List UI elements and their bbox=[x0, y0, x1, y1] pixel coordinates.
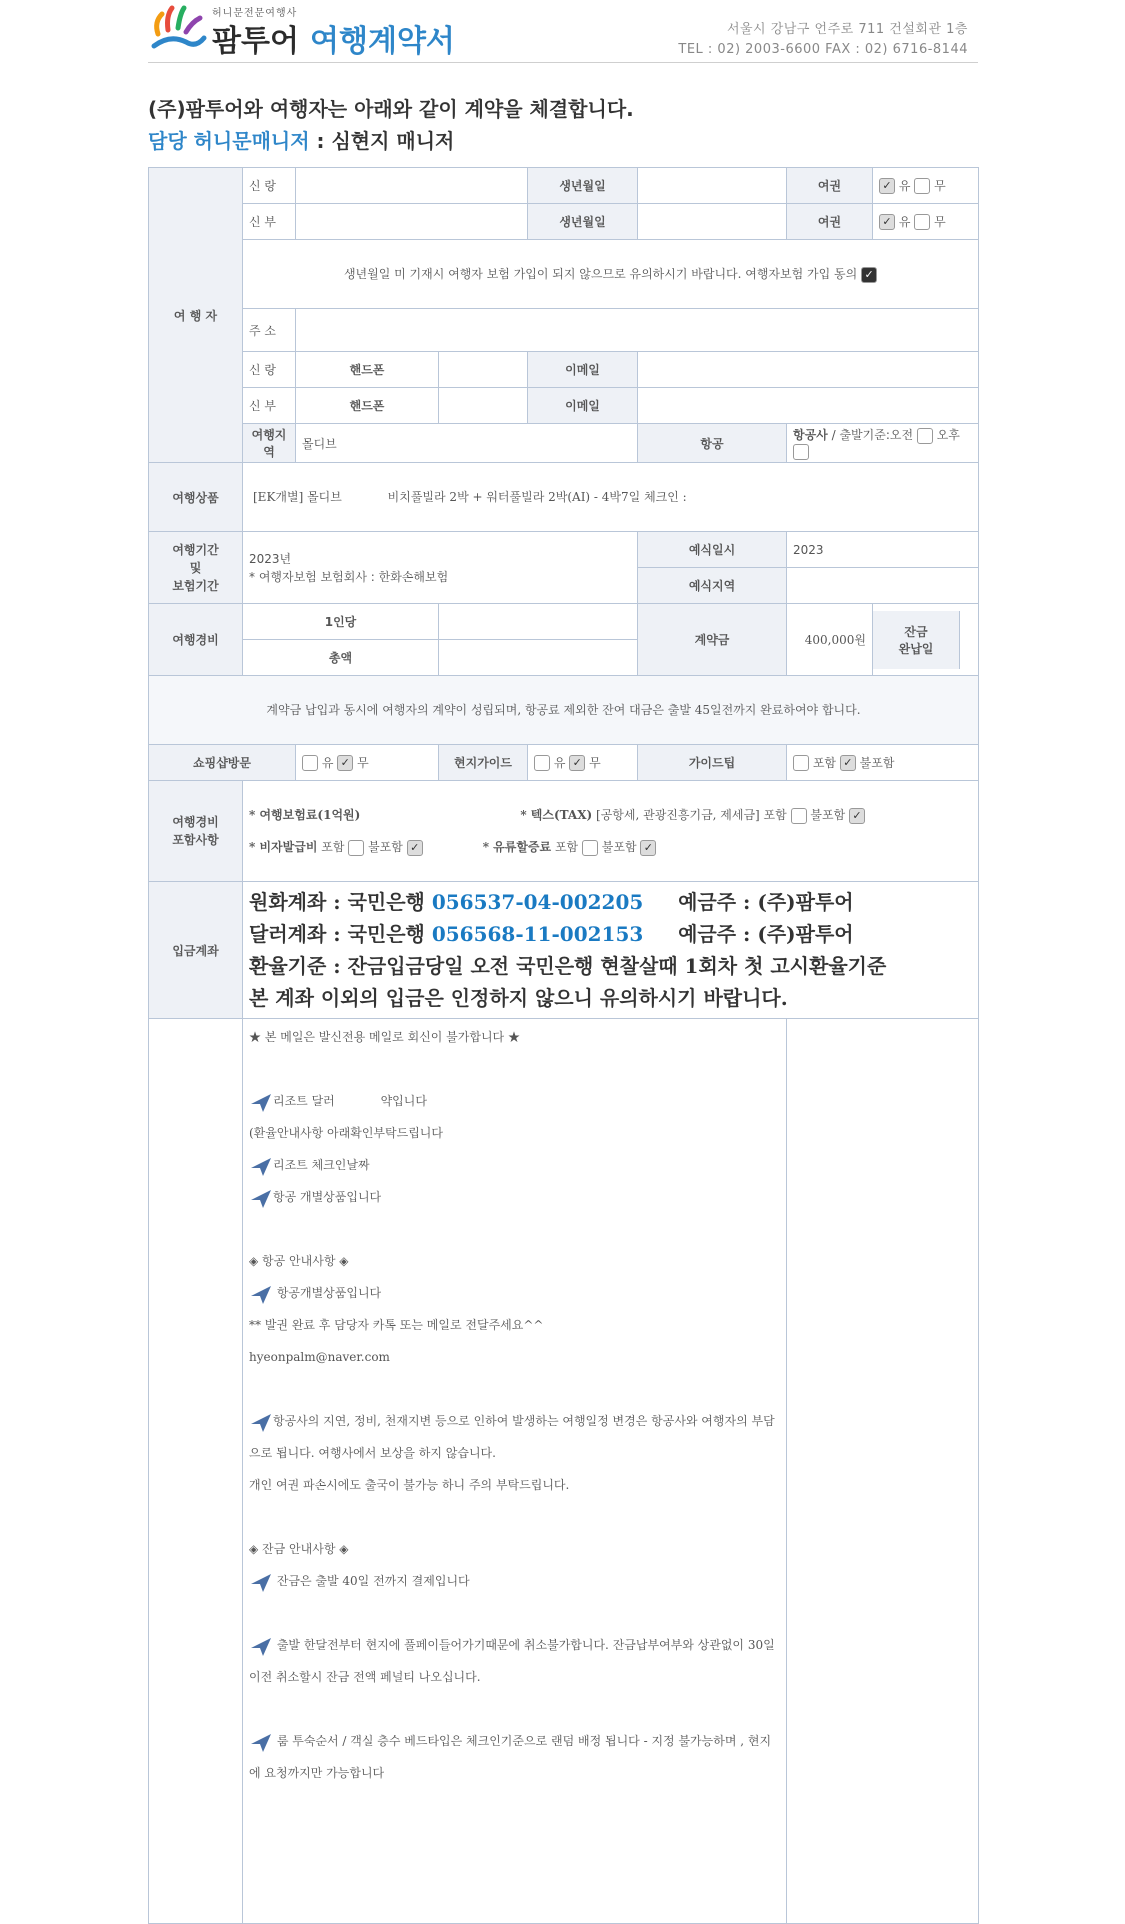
per-person-label: 1인당 bbox=[243, 604, 439, 640]
product-detail: 비치풀빌라 2박 + 워터풀빌라 2박(AI) - 4박7일 체크인 : bbox=[387, 490, 687, 504]
yes-label: 유 bbox=[898, 178, 911, 193]
period-label bbox=[149, 532, 243, 604]
deposit-label: 계약금 bbox=[638, 604, 787, 676]
bride-passport-options bbox=[873, 204, 979, 240]
groom-phone-label: 핸드폰 bbox=[296, 352, 439, 388]
contact-line: TEL : 02) 2003-6600 FAX : 02) 6716-8144 bbox=[678, 42, 968, 57]
won-account-line bbox=[249, 886, 972, 918]
address-line: 서울시 강남구 언주로 711 건설회관 1층 bbox=[726, 22, 968, 37]
visa-item: * 비자발급비 bbox=[249, 840, 318, 854]
product-prefix: [EK개별] 몰디브 bbox=[253, 490, 342, 504]
no-label: 무 bbox=[589, 755, 601, 770]
airplane-icon bbox=[249, 1730, 273, 1754]
note-line: 개인 여권 파손시에도 출국이 불가능 하니 주의 부탁드립니다. bbox=[249, 1478, 570, 1492]
bride-passport-yes-checkbox[interactable]: ✓ bbox=[879, 214, 895, 230]
groom-contact-row bbox=[149, 352, 979, 388]
won-account: 056537-04-002205 bbox=[431, 890, 644, 914]
note-line bbox=[249, 1149, 780, 1181]
account-notice: 본 계좌 이외의 입금은 인정하지 않으니 유의하시기 바랍니다. bbox=[249, 986, 788, 1010]
balance-label-2: 완납일 bbox=[898, 641, 934, 656]
include-line-1 bbox=[249, 799, 972, 831]
address-field[interactable] bbox=[296, 309, 979, 352]
intro bbox=[148, 93, 978, 157]
intro-line: (주)팜투어와 여행자는 아래와 같이 계약을 체결합니다. bbox=[148, 97, 634, 121]
tax-detail: [공항세, 관광진흥기금, 제세금] 포함 bbox=[592, 808, 787, 822]
manager-sep: : bbox=[309, 129, 332, 153]
bride-email-field[interactable] bbox=[638, 388, 979, 424]
bride-phone-label: 핸드폰 bbox=[296, 388, 439, 424]
yes-label: 유 bbox=[553, 755, 566, 770]
contract-table bbox=[148, 167, 979, 1924]
airline-detail: 항공사 bbox=[793, 428, 828, 443]
shop-yes-checkbox[interactable] bbox=[302, 755, 318, 771]
notes-content bbox=[243, 1019, 787, 1924]
groom-phone-field[interactable] bbox=[439, 352, 528, 388]
groom-passport-options bbox=[873, 168, 979, 204]
won-label: 원화계좌 : 국민은행 bbox=[249, 890, 432, 914]
company-address bbox=[678, 20, 968, 60]
note-line bbox=[249, 1277, 780, 1309]
birth-notice bbox=[243, 240, 979, 309]
insurance-item: * 여행보험료(1억원) bbox=[249, 808, 361, 822]
usd-holder: 예금주 : (주)팜투어 bbox=[678, 922, 854, 946]
cost-label: 여행경비 bbox=[149, 604, 243, 676]
deposit-value: 400,000원 bbox=[787, 604, 873, 676]
airline-label: 항공 bbox=[638, 424, 787, 463]
note-line bbox=[249, 1565, 780, 1597]
notes-row bbox=[149, 1019, 979, 1924]
notes-label-cell bbox=[149, 1019, 243, 1924]
manager-name: 심현지 매니저 bbox=[331, 129, 455, 153]
guide-label: 현지가이드 bbox=[439, 745, 528, 781]
notes-side-cell bbox=[787, 1019, 979, 1924]
guide-options bbox=[528, 745, 638, 781]
period-date: 2023년 bbox=[249, 551, 292, 566]
period-label-1: 여행기간 bbox=[172, 542, 219, 557]
birth-notice-text: 생년월일 미 기재시 여행자 보험 가입이 되지 않으므로 유의하시기 바랍니다. 여행자보험 가입 동의 bbox=[343, 267, 858, 281]
tip-include-checkbox[interactable] bbox=[793, 755, 809, 771]
bride-birth-field[interactable] bbox=[638, 204, 787, 240]
fuel-include-checkbox[interactable] bbox=[582, 840, 598, 856]
note-line: ** 발권 완료 후 담당자 카톡 또는 메일로 전달주세요^^ bbox=[249, 1318, 544, 1332]
groom-name-field[interactable] bbox=[296, 168, 528, 204]
tax-item: * 텍스(TAX) bbox=[520, 808, 593, 822]
period-row-1 bbox=[149, 532, 979, 568]
include-label: 포함 bbox=[554, 840, 579, 854]
airplane-icon bbox=[249, 1570, 273, 1594]
period-value bbox=[243, 532, 638, 604]
exclude-label: 불포함 bbox=[810, 808, 846, 822]
cost-row-1 bbox=[149, 604, 979, 640]
note-line bbox=[249, 1085, 780, 1117]
include-label: 포함 bbox=[812, 755, 837, 770]
bride-email-label: 이메일 bbox=[528, 388, 638, 424]
tip-options bbox=[787, 745, 979, 781]
shop-no-checkbox[interactable]: ✓ bbox=[337, 755, 353, 771]
groom-birth-label: 생년월일 bbox=[528, 168, 638, 204]
logo-tagline: 허니문전문여행사 bbox=[212, 8, 298, 19]
include-row bbox=[149, 781, 979, 882]
product-row bbox=[149, 463, 979, 532]
no-label: 무 bbox=[934, 178, 946, 193]
groom-birth-field[interactable] bbox=[638, 168, 787, 204]
groom-passport-label: 여권 bbox=[787, 168, 873, 204]
airplane-icon bbox=[249, 1634, 273, 1658]
airline-options bbox=[787, 424, 979, 463]
note-line: ★ 본 메일은 발신전용 메일로 회신이 불가합니다 ★ bbox=[249, 1030, 520, 1044]
bride-row bbox=[149, 204, 979, 240]
birth-notice-row bbox=[149, 240, 979, 309]
address-row bbox=[149, 309, 979, 352]
airplane-icon bbox=[249, 1186, 273, 1210]
am-checkbox[interactable] bbox=[917, 428, 933, 444]
product-label: 여행상품 bbox=[149, 463, 243, 532]
per-person-field[interactable] bbox=[439, 604, 638, 640]
note-line bbox=[249, 1629, 780, 1693]
pm-label: 오후 bbox=[936, 428, 960, 443]
airplane-icon bbox=[249, 1154, 273, 1178]
address-label: 주 소 bbox=[243, 309, 296, 352]
note-line bbox=[249, 1405, 780, 1469]
note-text: 항공 개별상품입니다 bbox=[273, 1190, 382, 1204]
note-line bbox=[249, 1181, 780, 1213]
wedding-date-value: 2023 bbox=[787, 532, 979, 568]
manager-line bbox=[148, 125, 978, 157]
airplane-icon bbox=[249, 1410, 273, 1434]
groom-email-field[interactable] bbox=[638, 352, 979, 388]
exclude-label: 불포함 bbox=[368, 840, 403, 854]
groom-passport-yes-checkbox[interactable]: ✓ bbox=[879, 178, 895, 194]
note-text: 리조트 체크인날짜 bbox=[273, 1158, 370, 1172]
note-line: (환율안내사항 아래확인부탁드립니다 bbox=[249, 1126, 443, 1140]
no-label: 무 bbox=[934, 214, 946, 229]
groom-passport-no-checkbox[interactable] bbox=[914, 178, 930, 194]
include-label-2: 포함사항 bbox=[172, 833, 219, 847]
bride-name-field[interactable] bbox=[296, 204, 528, 240]
usd-label: 달러계좌 : 국민은행 bbox=[249, 922, 432, 946]
note-text: 잔금은 출발 40일 전까지 결제입니다 bbox=[273, 1574, 470, 1588]
usd-account-line bbox=[249, 918, 972, 950]
note-text: 약입니다 bbox=[380, 1094, 427, 1108]
airplane-icon bbox=[249, 1282, 273, 1306]
fuel-exclude-checkbox[interactable]: ✓ bbox=[640, 840, 656, 856]
bride-label: 신 부 bbox=[243, 204, 296, 240]
company-name: 팜투어 bbox=[212, 24, 299, 59]
exclude-label: 불포함 bbox=[601, 840, 637, 854]
insurance-consent-checkbox[interactable]: ✓ bbox=[861, 267, 877, 283]
wedding-place-field[interactable] bbox=[787, 568, 979, 604]
hand-logo-icon bbox=[150, 4, 208, 54]
bank-row bbox=[149, 882, 979, 1019]
document-title: 여행계약서 bbox=[310, 24, 455, 59]
tax-include-checkbox[interactable] bbox=[791, 808, 807, 824]
period-label-2: 및 bbox=[189, 560, 202, 575]
note-line bbox=[249, 1725, 780, 1789]
groom-label: 신 랑 bbox=[243, 168, 296, 204]
balance-cell bbox=[873, 604, 979, 676]
period-label-3: 보험기간 bbox=[172, 578, 219, 593]
product-value bbox=[243, 463, 979, 532]
include-line-2 bbox=[249, 831, 972, 863]
contact-email[interactable]: hyeonpalm@naver.com bbox=[249, 1350, 390, 1364]
total-field[interactable] bbox=[439, 640, 638, 676]
manager-label: 담당 허니문매니저 bbox=[148, 129, 310, 153]
bride-passport-no-checkbox[interactable] bbox=[914, 214, 930, 230]
fx-notice: 환율기준 : 잔금입금당일 오전 국민은행 현찰살때 1회차 첫 고시환율기준 bbox=[249, 954, 887, 978]
bride-passport-label: 여권 bbox=[787, 204, 873, 240]
include-items-label bbox=[149, 781, 243, 882]
pm-checkbox[interactable] bbox=[793, 444, 809, 460]
usd-account: 056568-11-002153 bbox=[431, 922, 644, 946]
visa-include-checkbox[interactable] bbox=[348, 840, 364, 856]
region-label: 여행지역 bbox=[243, 424, 296, 463]
contract-notice: 계약금 납입과 동시에 여행자의 계약이 성립되며, 항공료 제외한 잔여 대금은 출발 45일전까지 완료하여야 합니다. bbox=[149, 676, 979, 745]
fuel-item: * 유류할증료 bbox=[482, 840, 552, 854]
airplane-icon bbox=[249, 1090, 273, 1114]
bride-phone-field[interactable] bbox=[439, 388, 528, 424]
options-row bbox=[149, 745, 979, 781]
include-items bbox=[243, 781, 979, 882]
bank-info bbox=[243, 882, 979, 1019]
region-value: 몰디브 bbox=[296, 424, 638, 463]
note-line: ◈ 항공 안내사항 ◈ bbox=[249, 1254, 349, 1268]
wedding-date-label: 예식일시 bbox=[638, 532, 787, 568]
note-text: 리조트 달러 bbox=[273, 1094, 335, 1108]
bride-contact-label: 신 부 bbox=[243, 388, 296, 424]
note-text: 출발 한달전부터 현지에 풀페이들어가기때문에 취소불가합니다. 잔금납부여부와 상관없이 30일이전 취소할시 잔금 전액 페널티 나오십니다. bbox=[249, 1638, 775, 1684]
bank-label: 입금계좌 bbox=[149, 882, 243, 1019]
groom-contact-label: 신 랑 bbox=[243, 352, 296, 388]
guide-no-checkbox[interactable]: ✓ bbox=[569, 755, 585, 771]
include-label: 포함 bbox=[321, 840, 345, 854]
insurance-note: * 여행자보험 보험회사 : 한화손해보험 bbox=[249, 569, 449, 584]
tip-exclude-checkbox[interactable]: ✓ bbox=[840, 755, 856, 771]
bride-birth-label: 생년월일 bbox=[528, 204, 638, 240]
tax-exclude-checkbox[interactable]: ✓ bbox=[849, 808, 865, 824]
no-label: 무 bbox=[357, 755, 369, 770]
note-text: 룸 투숙순서 / 객실 층수 베드타입은 체크인기준으로 랜덤 배정 됩니다 - 지정 불가능하며 , 현지에 요청까지만 가능합니다 bbox=[249, 1734, 772, 1780]
balance-label bbox=[873, 611, 960, 669]
bride-contact-row bbox=[149, 388, 979, 424]
groom-row bbox=[149, 168, 979, 204]
note-line: ◈ 잔금 안내사항 ◈ bbox=[249, 1542, 349, 1556]
won-holder: 예금주 : (주)팜투어 bbox=[678, 890, 854, 914]
total-label: 총액 bbox=[243, 640, 439, 676]
region-row bbox=[149, 424, 979, 463]
shop-label: 쇼핑샵방문 bbox=[149, 745, 296, 781]
yes-label: 유 bbox=[898, 214, 911, 229]
balance-label-1: 잔금 bbox=[904, 624, 928, 639]
guide-yes-checkbox[interactable] bbox=[534, 755, 550, 771]
note-text: 항공사의 지연, 정비, 천재지변 등으로 인하여 발생하는 여행일정 변경은 항공사와 여행자의 부담으로 됩니다. 여행사에서 보상을 하지 않습니다. bbox=[249, 1414, 775, 1460]
shop-options bbox=[296, 745, 439, 781]
wedding-place-label: 예식지역 bbox=[638, 568, 787, 604]
exclude-label: 불포함 bbox=[859, 755, 895, 770]
note-text: 항공개별상품입니다 bbox=[273, 1286, 382, 1300]
contract-page bbox=[148, 0, 978, 1924]
contract-notice-row bbox=[149, 676, 979, 745]
departure-basis: / 출발기준:오전 bbox=[827, 428, 914, 443]
header bbox=[148, 0, 978, 63]
include-label-1: 여행경비 bbox=[172, 815, 219, 829]
traveler-label: 여 행 자 bbox=[149, 168, 243, 463]
tip-label: 가이드팁 bbox=[638, 745, 787, 781]
groom-email-label: 이메일 bbox=[528, 352, 638, 388]
visa-exclude-checkbox[interactable]: ✓ bbox=[407, 840, 423, 856]
yes-label: 유 bbox=[321, 755, 334, 770]
